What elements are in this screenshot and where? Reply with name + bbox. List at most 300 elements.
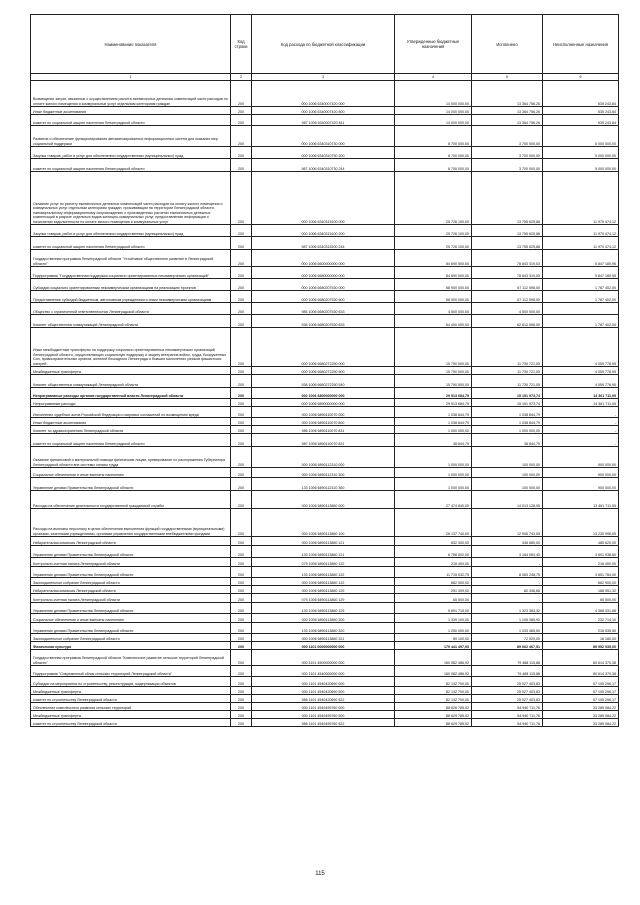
row-line-code: 200 [231, 594, 252, 603]
row-unexecuted: 900 000,00 [543, 468, 619, 478]
row-budget-code: 000 1006 6680272250 500 [252, 367, 395, 375]
table-row [31, 388, 619, 399]
table-row [31, 267, 619, 279]
table-row [31, 650, 619, 666]
row-unexecuted: 80 614 370,38 [543, 666, 619, 677]
row-name: Закупка товаров, работ и услуг для обеспечения государственных (муниципальных) нужд [31, 147, 231, 159]
row-executed: 100 000,00 [472, 468, 543, 478]
row-executed: 89 662 467,51 [472, 642, 543, 650]
row-budget-code: 000 1006 6340315100 200 [252, 225, 395, 237]
row-budget-code: 000 1006 6890113860 000 [252, 491, 395, 509]
row-name: Управление делами Правительства Ленинградской области [31, 603, 231, 614]
row-budget-code: 000 1006 6890113860 100 [252, 509, 395, 537]
row-executed: 100 000,00 [472, 478, 543, 491]
row-line-code: 200 [231, 107, 252, 115]
row-executed: 12 906 743,05 [472, 509, 543, 537]
row-approved: 1 250 000,00 [395, 623, 472, 634]
row-unexecuted: 5 847 180,95 [543, 267, 619, 279]
row-approved: 6 766 002,00 [395, 546, 472, 558]
row-line-code: 200 [231, 115, 252, 126]
row-executed: 54 940 711,76 [472, 711, 543, 719]
row-name: Законодательное собрание Ленинградской области [31, 578, 231, 586]
row-approved: 1 038 844,79 [395, 407, 472, 418]
row-name: Избирательная комиссия Ленинградской области [31, 586, 231, 594]
row-name: Непрограммные расходы [31, 399, 231, 407]
row-line-code: 200 [231, 687, 252, 695]
row-unexecuted: 485 620,00 [543, 537, 619, 546]
table-row [31, 666, 619, 677]
row-executed: 13 364 756,26 [472, 107, 543, 115]
row-approved: 11 715 032,75 [395, 567, 472, 578]
row-budget-code: 000 1006 6890113860 122 [252, 578, 395, 586]
table-row [31, 537, 619, 546]
row-executed: 11 730 721,05 [472, 367, 543, 375]
row-name: Управление делами Правительства Ленинградской области [31, 478, 231, 491]
table-row [31, 367, 619, 375]
row-executed: 1 323 383,32 [472, 603, 543, 614]
page-number: 115 [315, 871, 325, 877]
row-line-code: 200 [231, 468, 252, 478]
table-row [31, 578, 619, 586]
row-approved: 27 474 840,00 [395, 491, 472, 509]
row-executed: 3 700 000,00 [472, 126, 543, 147]
row-unexecuted: 662 900,00 [543, 578, 619, 586]
row-name: Контрольно-счетная палата Ленинградской области [31, 558, 231, 567]
row-unexecuted: 216 535,50 [543, 623, 619, 634]
row-name: Иные бюджетные ассигнования [31, 107, 231, 115]
row-unexecuted [543, 303, 619, 315]
row-name: Подпрограмма "Современный облик сельских территорий Ленинградской области" [31, 666, 231, 677]
row-name: комитет по строительству Ленинградской области [31, 719, 231, 727]
row-budget-code: 000 1101 4540420690 000 [252, 677, 395, 687]
row-unexecuted: 5 847 180,96 [543, 250, 619, 267]
header-name: Наименование показателя [31, 15, 231, 74]
row-approved: 84 690 500,00 [395, 267, 472, 279]
row-line-code: 200 [231, 666, 252, 677]
table-row [31, 703, 619, 711]
row-approved: 832 300,00 [395, 537, 472, 546]
row-unexecuted: 5 000 000,00 [543, 126, 619, 147]
row-approved: 82 132 700,00 [395, 687, 472, 695]
row-unexecuted: 13 461 711,05 [543, 491, 619, 509]
row-line-code: 200 [231, 303, 252, 315]
row-unexecuted: 14 361 711,05 [543, 399, 619, 407]
header-budget-code: Код расхода по бюджетной классификации [252, 15, 395, 74]
row-budget-code: 075 1006 6890113860 129 [252, 594, 395, 603]
row-budget-code: 000 1006 6340310730 000 [252, 126, 395, 147]
row-unexecuted: 57 105 296,17 [543, 687, 619, 695]
column-number: 4 [395, 74, 472, 81]
row-budget-code: 000 1006 6340007420 800 [252, 107, 395, 115]
table-row [31, 147, 619, 159]
row-line-code: 200 [231, 237, 252, 250]
table-row [31, 509, 619, 537]
row-approved: 5 691 715,00 [395, 603, 472, 614]
table-row [31, 711, 619, 719]
row-name: Расходы на выплаты персоналу в целях обеспечения выполнения функций государственными (муниципальными) органами, казенными учреждениями, органами управления государственными внебюджетными фондами [31, 509, 231, 537]
row-name: Непрограммные расходы органов государственной власти Ленинградской области [31, 388, 231, 399]
row-unexecuted: 13 230 996,95 [543, 509, 619, 537]
row-line-code: 200 [231, 172, 252, 225]
row-line-code: 200 [231, 558, 252, 567]
row-line-code: 200 [231, 623, 252, 634]
row-unexecuted: 16 180,00 [543, 634, 619, 642]
row-approved: 4 500 000,00 [395, 303, 472, 315]
table-row [31, 81, 619, 107]
row-budget-code: 000 1006 6340310730 200 [252, 147, 395, 159]
row-line-code: 200 [231, 677, 252, 687]
row-name: Управление делами Правительства Ленинградской области [31, 623, 231, 634]
row-approved: 8 700 000,00 [395, 126, 472, 147]
row-approved: 160 082 486,92 [395, 650, 472, 666]
row-unexecuted: 218 400,00 [543, 558, 619, 567]
row-unexecuted: 1 787 402,00 [543, 279, 619, 291]
table-row [31, 315, 619, 328]
row-budget-code: 133 1006 6890113860 320 [252, 623, 395, 634]
row-executed: 79 468 115,88 [472, 650, 543, 666]
table-row [31, 126, 619, 147]
row-approved: 26 137 740,00 [395, 509, 472, 537]
row-unexecuted: 65 500,00 [543, 594, 619, 603]
table-row [31, 279, 619, 291]
row-line-code: 200 [231, 695, 252, 703]
table-row [31, 418, 619, 426]
row-budget-code: 075 1006 6890113860 122 [252, 558, 395, 567]
table-row [31, 426, 619, 434]
row-line-code: 200 [231, 399, 252, 407]
row-name: Управление делами Правительства Ленинградской области [31, 546, 231, 558]
row-executed: 11 730 721,05 [472, 328, 543, 367]
row-line-code: 200 [231, 491, 252, 509]
row-budget-code: 986 1006 6890110070 831 [252, 426, 395, 434]
row-name: Физическая культура [31, 642, 231, 650]
row-name: Общество с ограниченной ответственностью Ленинградской области [31, 303, 231, 315]
row-approved: 1 000 000,00 [395, 447, 472, 468]
header-executed: Исполнено [472, 15, 543, 74]
row-name: Межбюджетные трансферты [31, 711, 231, 719]
row-unexecuted: 900 000,00 [543, 447, 619, 468]
row-line-code: 200 [231, 719, 252, 727]
row-approved: 218 400,00 [395, 558, 472, 567]
row-budget-code: 000 1101 4500000000 000 [252, 650, 395, 666]
row-budget-code: 986 1101 4540420690 522 [252, 695, 395, 703]
table-row [31, 399, 619, 407]
row-name: Государственная программа Ленинградской области "Комплексное развитие сельских территорий Ленинградской области" [31, 650, 231, 666]
row-executed: 38 844,79 [472, 434, 543, 447]
row-executed: 54 940 711,76 [472, 703, 543, 711]
row-executed: 13 364 756,26 [472, 115, 543, 126]
row-name: Комитет общественных коммуникаций Ленинградской области [31, 315, 231, 328]
row-approved: 84 690 500,00 [395, 250, 472, 267]
row-approved: 1 000 000,00 [395, 426, 472, 434]
row-executed: 15 151 973,74 [472, 388, 543, 399]
row-budget-code: 938 1006 6680272250 540 [252, 375, 395, 388]
row-name: Развитие и обеспечение функционирования автоматизированных информационных систем для оказания мер социальной поддержки [31, 126, 231, 147]
table-row [31, 695, 619, 703]
row-unexecuted: 900 000,00 [543, 478, 619, 491]
table-row [31, 407, 619, 418]
row-executed: 78 843 319,05 [472, 267, 543, 279]
table-row [31, 447, 619, 468]
row-name: комитет по строительству Ленинградской области [31, 695, 231, 703]
row-unexecuted: 57 105 296,17 [543, 677, 619, 687]
row-executed: 14 013 128,95 [472, 491, 543, 509]
row-executed: 79 468 115,88 [472, 666, 543, 677]
column-number: 5 [472, 74, 543, 81]
row-name: Управление делами Правительства Ленинградской области [31, 567, 231, 578]
row-approved: 82 132 700,00 [395, 677, 472, 687]
row-line-code: 200 [231, 279, 252, 291]
row-name: Возмещение затрат, связанных с осуществлением расчета ежемесячных денежных компенсаций части расходов по оплате жилого помещения и коммунальных услуг отдельным категориям граждан [31, 81, 231, 107]
table-row [31, 594, 619, 603]
row-executed: 62 612 598,00 [472, 315, 543, 328]
row-unexecuted: 33 289 084,22 [543, 703, 619, 711]
row-unexecuted: 1 787 402,00 [543, 315, 619, 328]
row-approved: 65 500,00 [395, 594, 472, 603]
column-number: 2 [231, 74, 252, 81]
row-executed: 3 700 000,00 [472, 159, 543, 172]
row-approved: 89 100,00 [395, 634, 472, 642]
row-budget-code: 000 1006 6890112310 300 [252, 468, 395, 478]
row-budget-code: 000 1006 6890110070 000 [252, 407, 395, 418]
row-budget-code: 000 1006 6680207530 000 [252, 279, 395, 291]
row-executed: 25 027 403,83 [472, 695, 543, 703]
row-budget-code: 987 1006 6340315100 244 [252, 237, 395, 250]
table-row [31, 558, 619, 567]
row-budget-code: 985 1006 6680207530 633 [252, 303, 395, 315]
table-row [31, 237, 619, 250]
table-row [31, 491, 619, 509]
row-line-code: 200 [231, 225, 252, 237]
row-executed: 13 755 625,88 [472, 172, 543, 225]
row-approved: 662 900,00 [395, 578, 472, 586]
row-line-code: 200 [231, 586, 252, 594]
table-row [31, 468, 619, 478]
row-executed: 1 106 385,90 [472, 614, 543, 623]
row-line-code: 200 [231, 447, 252, 468]
header-row [31, 15, 619, 74]
table-row [31, 303, 619, 315]
row-name: Исполнение судебных актов Российской Федерации и мировых соглашений по возмещению вреда [31, 407, 231, 418]
row-executed: - [472, 558, 543, 567]
table-row [31, 623, 619, 634]
table-row [31, 642, 619, 650]
row-name: Субсидии социально ориентированным некоммерческим организациям на реализацию проектов [31, 279, 231, 291]
row-executed: 8 063 248,75 [472, 567, 543, 578]
row-executed: 25 027 403,83 [472, 687, 543, 695]
row-unexecuted: 89 952 935,00 [543, 642, 619, 650]
row-line-code: 200 [231, 367, 252, 375]
row-line-code: 200 [231, 250, 252, 267]
row-unexecuted: 232 714,10 [543, 614, 619, 623]
row-line-code: 200 [231, 426, 252, 434]
row-budget-code: 133 1006 6890112310 360 [252, 478, 395, 491]
table-row [31, 586, 619, 594]
row-name: Комитет общественных коммуникаций Ленинградской области [31, 375, 231, 388]
column-number-row [31, 74, 619, 81]
header-unexecuted: Неисполненные назначения [543, 15, 619, 74]
column-number: 3 [252, 74, 395, 81]
row-approved: 8 700 000,00 [395, 147, 472, 159]
table-row [31, 687, 619, 695]
row-name: комитет по социальной защите населения Ленинградской области [31, 237, 231, 250]
row-name: Оказание услуг по расчету ежемесячных денежных компенсаций части расходов на оплату жилого помещения и коммунальных услуг отдельным категориям граждан, проживающим на территории Ленинградской области, ежеквартальному информационному сопровождению о произведенных расчетах ежемесячных денежных компенсаций в разрезе отдельных видов жилищно-коммунальных услуг, предоставлению информации о начислении задолженности по оплате жилого помещения и коммунальных услуг [31, 172, 231, 225]
table-body [31, 81, 619, 727]
row-approved: 15 790 500,00 [395, 367, 472, 375]
row-budget-code: 000 1006 6890113860 129 [252, 586, 395, 594]
row-line-code: 200 [231, 328, 252, 367]
row-name: Иные бюджетные ассигнования [31, 418, 231, 426]
row-budget-code: 987 1006 6890110070 831 [252, 434, 395, 447]
table-row [31, 634, 619, 642]
row-executed: - [472, 594, 543, 603]
row-unexecuted: 57 105 296,17 [543, 695, 619, 703]
row-line-code: 200 [231, 509, 252, 537]
row-name: Обеспечение комплексного развития сельских территорий [31, 703, 231, 711]
row-line-code: 200 [231, 375, 252, 388]
row-line-code: 200 [231, 650, 252, 666]
table-row [31, 677, 619, 687]
table-row [31, 478, 619, 491]
row-approved: 15 790 500,00 [395, 375, 472, 388]
row-unexecuted: - [543, 418, 619, 426]
row-executed: 346 680,00 [472, 537, 543, 546]
row-name: Межбюджетные трансферты [31, 367, 231, 375]
row-budget-code: 133 1006 6890113860 122 [252, 567, 395, 578]
row-budget-code: 987 1006 6340310730 244 [252, 159, 395, 172]
row-executed: 3 700 000,00 [472, 147, 543, 159]
row-line-code: 200 [231, 642, 252, 650]
table-row [31, 159, 619, 172]
row-approved: 88 629 785,92 [395, 719, 472, 727]
row-budget-code: 000 1006 6680000000 000 [252, 267, 395, 279]
row-approved: 1 038 844,79 [395, 418, 472, 426]
row-unexecuted: 635 243,84 [543, 81, 619, 107]
row-unexecuted: - [543, 434, 619, 447]
row-name: Социальное обеспечение и иные выплаты населению [31, 614, 231, 623]
row-name: комитет по социальной защите населения Ленинградской области [31, 159, 231, 172]
row-line-code: 200 [231, 434, 252, 447]
row-name: Субсидии на мероприятия по строительству, реконструкции, модернизации объектов [31, 677, 231, 687]
row-line-code: 200 [231, 388, 252, 399]
row-approved: 25 726 100,00 [395, 172, 472, 225]
row-name: Расходы на обеспечение деятельности государственной гражданской службы [31, 491, 231, 509]
row-budget-code: 000 1006 6890110070 800 [252, 418, 395, 426]
row-line-code: 200 [231, 537, 252, 546]
row-approved: 68 900 000,00 [395, 291, 472, 303]
row-budget-code: 000 1101 4540495760 000 [252, 703, 395, 711]
row-line-code: 200 [231, 159, 252, 172]
row-line-code: 200 [231, 614, 252, 623]
row-name: Межбюджетные трансферты [31, 687, 231, 695]
row-approved: 1 000 000,00 [395, 468, 472, 478]
row-name: Комитет по здравоохранению Ленинградской области [31, 426, 231, 434]
row-line-code: 200 [231, 147, 252, 159]
row-approved: 29 513 684,79 [395, 399, 472, 407]
row-name: Избирательная комиссия Ленинградской области [31, 537, 231, 546]
row-unexecuted: 4 368 331,68 [543, 603, 619, 614]
row-budget-code: 000 1101 0000000000 000 [252, 642, 395, 650]
row-unexecuted: - [543, 407, 619, 418]
row-name: комитет по социальной защите населения Ленинградской области [31, 434, 231, 447]
row-executed: - [472, 578, 543, 586]
row-unexecuted: 11 970 474,12 [543, 172, 619, 225]
row-unexecuted: 635 243,84 [543, 107, 619, 115]
row-approved: 14 000 000,00 [395, 81, 472, 107]
budget-report-sheet [30, 14, 618, 727]
row-line-code: 200 [231, 478, 252, 491]
row-approved: 25 726 100,00 [395, 225, 472, 237]
row-approved: 1 339 100,00 [395, 614, 472, 623]
row-budget-code: 133 1006 6890113860 129 [252, 603, 395, 614]
row-approved: 29 513 684,79 [395, 388, 472, 399]
row-unexecuted: 5 000 000,00 [543, 147, 619, 159]
row-executed: 100 000,00 [472, 447, 543, 468]
row-name: Закупка товаров, работ и услуг для обеспечения государственных (муниципальных) нужд [31, 225, 231, 237]
row-executed: 11 730 721,05 [472, 375, 543, 388]
row-line-code: 200 [231, 126, 252, 147]
table-row [31, 567, 619, 578]
table-row [31, 614, 619, 623]
row-executed: 13 755 625,88 [472, 225, 543, 237]
row-budget-code: 000 1006 6340315100 000 [252, 172, 395, 225]
row-approved: 82 132 700,00 [395, 695, 472, 703]
row-unexecuted: 635 243,84 [543, 115, 619, 126]
row-budget-code: 000 1006 6890113860 121 [252, 537, 395, 546]
row-name: Предоставление субсидий бюджетным, автономным учреждениям и иным некоммерческим организациям [31, 291, 231, 303]
row-name: Законодательное собрание Ленинградской области [31, 634, 231, 642]
header-line-code: Код строки [231, 15, 252, 74]
row-name: комитет по социальной защите населения Ленинградской области [31, 115, 231, 126]
table-row [31, 225, 619, 237]
row-line-code: 200 [231, 567, 252, 578]
row-executed: 13 364 756,26 [472, 81, 543, 107]
row-budget-code: 000 1006 6890113860 321 [252, 634, 395, 642]
row-unexecuted: 168 951,32 [543, 586, 619, 594]
row-unexecuted: - [543, 426, 619, 434]
table-row [31, 115, 619, 126]
row-name: Социальное обеспечение и иные выплаты населению [31, 468, 231, 478]
row-approved: 64 400 000,00 [395, 315, 472, 328]
header-approved: Утвержденные бюджетные назначения [395, 15, 472, 74]
row-executed: 1 033 465,50 [472, 623, 543, 634]
table-row [31, 328, 619, 367]
row-name: Подпрограмма "Государственная поддержка социально ориентированных некоммерческих организаций" [31, 267, 231, 279]
row-line-code: 200 [231, 291, 252, 303]
row-executed: 25 027 403,83 [472, 677, 543, 687]
row-name: Контрольно-счетная палата Ленинградской области [31, 594, 231, 603]
row-executed: 3 164 063,40 [472, 546, 543, 558]
row-line-code: 200 [231, 578, 252, 586]
row-unexecuted: 33 289 084,22 [543, 711, 619, 719]
row-budget-code: 000 1006 6890112310 000 [252, 447, 395, 468]
table-row [31, 603, 619, 614]
row-executed: 4 500 000,00 [472, 303, 543, 315]
row-unexecuted: 1 787 402,00 [543, 291, 619, 303]
table-row [31, 107, 619, 115]
row-name: Оказание финансовой и материальной помощи физическим лицам, премирование по распоряжению Губернатора Ленинградской области вне системы оплаты труда [31, 447, 231, 468]
row-executed: 67 112 598,00 [472, 291, 543, 303]
row-budget-code: 000 1006 6680207530 600 [252, 291, 395, 303]
row-executed: 54 940 711,76 [472, 719, 543, 727]
row-line-code: 200 [231, 315, 252, 328]
column-number: 6 [543, 74, 619, 81]
row-budget-code: 000 1101 4540420690 500 [252, 687, 395, 695]
row-line-code: 200 [231, 267, 252, 279]
row-unexecuted: 33 289 084,22 [543, 719, 619, 727]
row-unexecuted: 11 970 474,12 [543, 225, 619, 237]
row-unexecuted: 14 361 711,05 [543, 388, 619, 399]
